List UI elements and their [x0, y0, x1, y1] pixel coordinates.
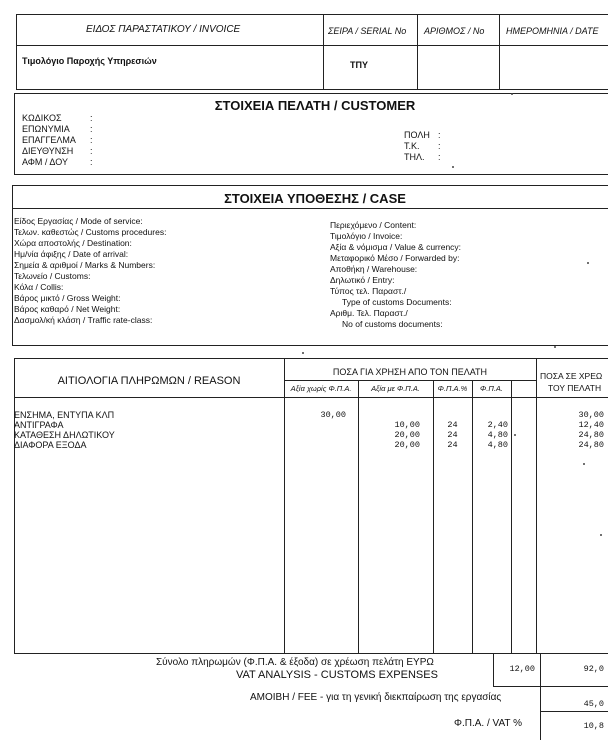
row-no-vat: 30,00: [320, 410, 346, 420]
case-customs-doc-type-gr: Τύπος τελ. Παραστ./: [330, 286, 407, 296]
row-reason: ΔΙΑΦΟΡΑ ΕΞΟΔΑ: [14, 440, 87, 450]
case-net-weight: Βάρος καθαρό / Net Weight:: [14, 304, 121, 314]
col-header-vat: Φ.Π.Α.: [480, 384, 503, 393]
customer-phone-label: ΤΗΛ.: [404, 152, 425, 162]
customer-name-label: ΕΠΩΝΥΜΙΑ: [22, 124, 70, 134]
payments-rows: [14, 410, 608, 460]
customer-phone-sep: :: [438, 152, 441, 162]
serial-value: ΤΠΥ: [350, 60, 368, 70]
scan-speck: [587, 262, 589, 264]
charge-header-2: ΤΟΥ ΠΕΛΑΤΗ: [548, 383, 602, 393]
case-customs: Τελωνείο / Customs:: [14, 271, 91, 281]
scan-speck: [514, 434, 516, 436]
number-label: ΑΡΙΘΜΟΣ / No: [424, 26, 485, 36]
customer-zip-label: Τ.Κ.: [404, 141, 420, 151]
vat-value: 10,8: [583, 721, 604, 731]
header-col-divider-2: [417, 14, 418, 90]
client-use-header-divider: [284, 380, 536, 381]
customer-name-sep: :: [90, 124, 93, 134]
scan-speck: [452, 166, 454, 168]
table-row: [14, 420, 608, 430]
table-row: [14, 430, 608, 440]
customer-profession-label: ΕΠΑΓΓΕΛΜΑ: [22, 135, 76, 145]
customer-vat-label: ΑΦΜ / ΔΟΥ: [22, 157, 68, 167]
case-title-divider: [12, 208, 608, 209]
payments-table-frame: [14, 358, 608, 654]
table-row: [14, 410, 608, 420]
header-col-divider-3: [499, 14, 500, 90]
customer-code-sep: :: [90, 113, 93, 123]
row-vat: 2,40: [487, 420, 508, 430]
case-content: Περιεχόμενο / Content:: [330, 220, 417, 230]
col-divider-charge: [536, 358, 537, 654]
row-charge: 24,80: [578, 440, 604, 450]
sum-vat: 12,00: [509, 664, 535, 674]
col-header-with-vat: Αξία με Φ.Π.Α.: [371, 384, 420, 393]
reason-header: ΑΙΤΙΟΛΟΓΙΑ ΠΛΗΡΩΜΩΝ / REASON: [57, 375, 241, 387]
case-title: ΣΤΟΙΧΕΙΑ ΥΠΟΘΕΣΗΣ / CASE: [224, 191, 406, 206]
row-reason: ΚΑΤΑΘΕΣΗ ΔΗΛΩΤΙΚΟΥ: [14, 430, 115, 440]
case-value-currency: Αξία & νόμισμα / Value & currency:: [330, 242, 462, 252]
vat-label: Φ.Π.Α. / VAT %: [454, 718, 522, 729]
customer-zip-sep: :: [438, 141, 441, 151]
row-with-vat: 20,00: [394, 440, 420, 450]
row-vat: 4,80: [487, 440, 508, 450]
payments-header-bottom: [14, 397, 608, 398]
scan-speck: [554, 346, 556, 348]
case-invoice: Τιμολόγιο / Invoice:: [330, 231, 403, 241]
scan-speck: [600, 534, 602, 536]
col-divider-reason: [284, 358, 285, 654]
row-vat-pct: 24: [447, 420, 458, 430]
fee-line: [540, 711, 608, 712]
case-collis: Κόλα / Collis:: [14, 282, 64, 292]
case-customs-procedures: Τελων. καθεστώς / Customs procedures:: [14, 227, 167, 237]
case-warehouse: Αποθήκη / Warehouse:: [330, 264, 418, 274]
customer-vat-sep: :: [90, 157, 93, 167]
customer-code-label: ΚΩΔΙΚΟΣ: [22, 113, 62, 123]
customer-address-label: ΔΙΕΥΘΥΝΣΗ: [22, 146, 74, 156]
case-customs-doc-no-gr: Αριθμ. Τελ. Παραστ./: [330, 308, 408, 318]
col-header-no-vat: Αξία χωρίς Φ.Π.Α.: [290, 384, 352, 393]
col-header-vat-pct: Φ.Π.Α.%: [437, 384, 468, 393]
row-vat: 4,80: [487, 430, 508, 440]
case-entry: Δηλωτικό / Entry:: [330, 275, 395, 285]
header-col-divider-1: [323, 14, 324, 90]
case-customs-doc-type-en: Type of customs Documents:: [342, 297, 452, 307]
row-reason: ΕΝΣΗΜΑ, ΕΝΤΥΠΑ ΚΛΠ: [14, 410, 115, 420]
client-use-header: ΠΟΣΑ ΓΙΑ ΧΡΗΣΗ ΑΠΟ ΤΟΝ ΠΕΛΑΤΗ: [332, 367, 488, 377]
case-forwarded-by: Μεταφορικό Μέσο / Forwarded by:: [330, 253, 460, 263]
customer-title: ΣΤΟΙΧΕΙΑ ΠΕΛΑΤΗ / CUSTOMER: [214, 98, 416, 113]
invoice-type-label: ΕΙΔΟΣ ΠΑΡΑΣΤΑΤΙΚΟΥ / INVOICE: [86, 24, 241, 35]
customer-address-sep: :: [90, 146, 93, 156]
row-charge: 12,40: [578, 420, 604, 430]
scan-speck: [302, 352, 304, 354]
row-with-vat: 10,00: [394, 420, 420, 430]
case-mode-of-service: Είδος Εργασίας / Mode of service:: [14, 216, 143, 226]
sum-charge: 92,0: [583, 664, 604, 674]
customer-city-label: ΠΟΛΗ: [404, 130, 430, 140]
fee-label: ΑΜΟΙΒΗ / FEE - για τη γενική διεκπαίρωση της εργασίας: [250, 692, 502, 703]
case-destination: Χώρα αποστολής / Destination:: [14, 238, 132, 248]
header-divider: [16, 45, 608, 46]
row-charge: 30,00: [578, 410, 604, 420]
case-date-of-arrival: Ημ/νία άφιξης / Date of arrival:: [14, 249, 129, 259]
case-marks-numbers: Σημεία & αριθμοί / Marks & Numbers:: [14, 260, 156, 270]
scan-speck: [583, 463, 585, 465]
customer-city-sep: :: [438, 130, 441, 140]
scan-speck: [511, 93, 513, 95]
totals-bottom-line: [493, 686, 608, 687]
case-gross-weight: Βάρος μικτό / Gross Weight:: [14, 293, 121, 303]
row-with-vat: 20,00: [394, 430, 420, 440]
fee-value: 45,0: [583, 699, 604, 709]
serial-label: ΣΕΙΡΑ / SERIAL No: [328, 26, 407, 36]
row-reason: ΑΝΤΙΓΡΑΦΑ: [14, 420, 64, 430]
row-charge: 24,80: [578, 430, 604, 440]
case-traffic-rate-class: Δασμολ/κή κλάση / Traffic rate-class:: [14, 315, 153, 325]
sum-label-en: VAT ANALYSIS - CUSTOMS EXPENSES: [236, 669, 438, 681]
sum-label-gr: Σύνολο πληρωμών (Φ.Π.Α. & έξοδα) σε χρέωση πελάτη ΕΥΡΩ: [156, 657, 434, 668]
charge-header-1: ΠΟΣΑ ΣΕ ΧΡΕΩ: [540, 371, 603, 381]
invoice-type-value: Τιμολόγιο Παροχής Υπηρεσιών: [22, 56, 157, 66]
date-label: ΗΜΕΡΟΜΗΝΙΑ / DATE: [506, 26, 599, 36]
row-vat-pct: 24: [447, 430, 458, 440]
case-customs-doc-no-en: No of customs documents:: [342, 319, 443, 329]
customer-profession-sep: :: [90, 135, 93, 145]
table-row: [14, 440, 608, 450]
row-vat-pct: 24: [447, 440, 458, 450]
